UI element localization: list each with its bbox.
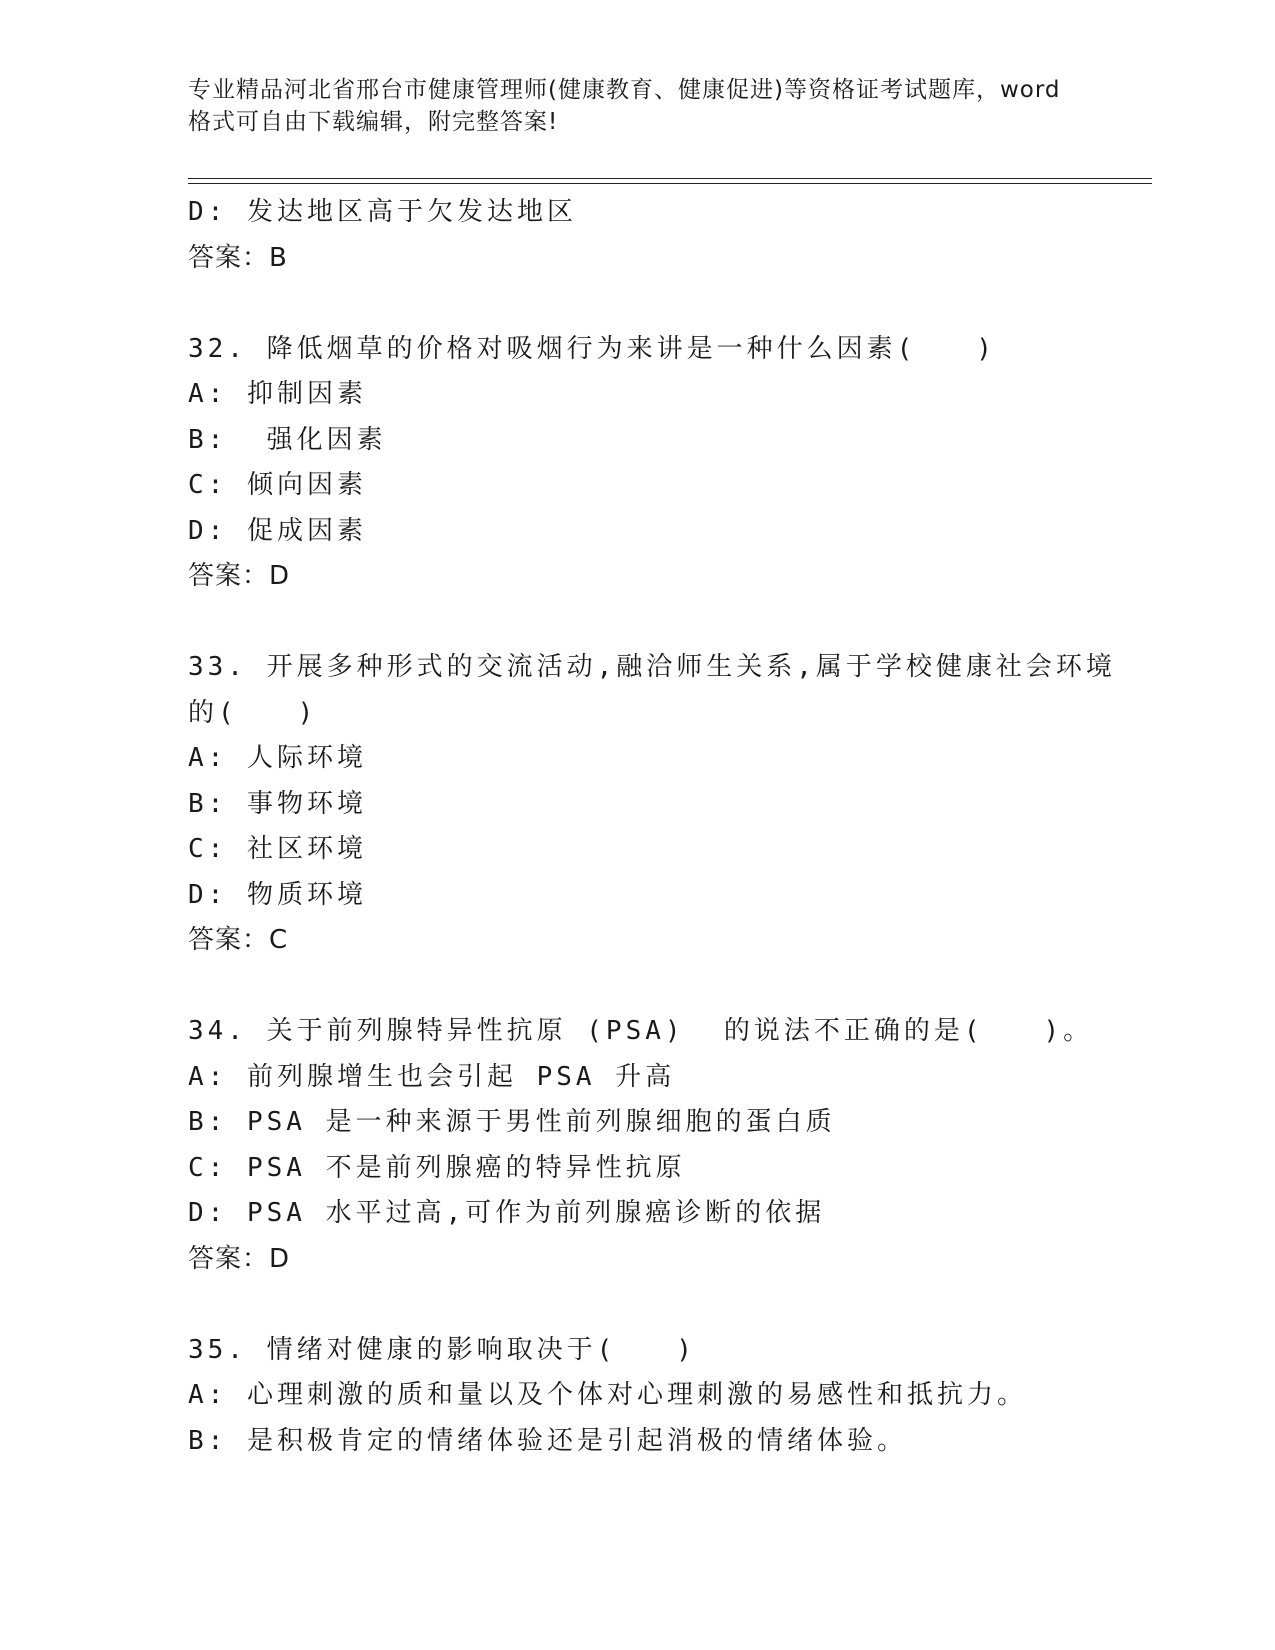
q33-option-d: D: 物质环境 xyxy=(188,879,367,910)
q33-stem-line-1: 33. 开展多种形式的交流活动,融洽师生关系,属于学校健康社会环境 xyxy=(188,652,1116,682)
q34-option-d: D: PSA 水平过高,可作为前列腺癌诊断的依据 xyxy=(188,1198,826,1228)
document-header xyxy=(188,74,1088,138)
header-line-2: 格式可自由下载编辑，附完整答案! xyxy=(188,109,559,135)
q34-option-a: A: 前列腺增生也会引起 PSA 升高 xyxy=(188,1061,676,1092)
question-content xyxy=(188,190,1148,1464)
q32-stem: 32. 降低烟草的价格对吸烟行为来讲是一种什么因素( ) xyxy=(188,333,996,364)
q33-stem-line-2: 的( ) xyxy=(188,697,318,728)
q32-option-a: A: 抑制因素 xyxy=(188,379,367,409)
q34-option-c: C: PSA 不是前列腺癌的特异性抗原 xyxy=(188,1152,686,1183)
q32-option-c: C: 倾向因素 xyxy=(188,470,367,500)
q35-option-b: B: 是积极肯定的情绪体验还是引起消极的情绪体验。 xyxy=(188,1425,907,1456)
q35-option-a: A: 心理刺激的质和量以及个体对心理刺激的易感性和抵抗力。 xyxy=(188,1380,1027,1410)
q35-stem: 35. 情绪对健康的影响取决于( ) xyxy=(188,1334,696,1365)
q33-answer: 答案：C xyxy=(188,925,289,955)
q33-option-a: A: 人际环境 xyxy=(188,743,367,773)
q34-answer: 答案：D xyxy=(188,1243,291,1274)
q34-stem: 34. 关于前列腺特异性抗原 (PSA) 的说法不正确的是( )。 xyxy=(188,1016,1094,1046)
header-rule-top xyxy=(188,178,1152,179)
q32-answer: 答案：D xyxy=(188,561,291,591)
q33-option-c: C: 社区环境 xyxy=(188,834,367,864)
q33-option-b: B: 事物环境 xyxy=(188,788,367,819)
q34-option-b: B: PSA 是一种来源于男性前列腺细胞的蛋白质 xyxy=(188,1107,836,1137)
q32-option-b: B: 强化因素 xyxy=(188,424,387,455)
prev-option-d: D: 发达地区高于欠发达地区 xyxy=(188,197,577,227)
prev-answer: 答案：B xyxy=(188,242,288,273)
header-line-1: 专业精品河北省邢台市健康管理师(健康教育、健康促进)等资格证考试题库，word xyxy=(188,77,1061,103)
q32-option-d: D: 促成因素 xyxy=(188,515,367,546)
header-rule-bottom xyxy=(188,183,1152,184)
